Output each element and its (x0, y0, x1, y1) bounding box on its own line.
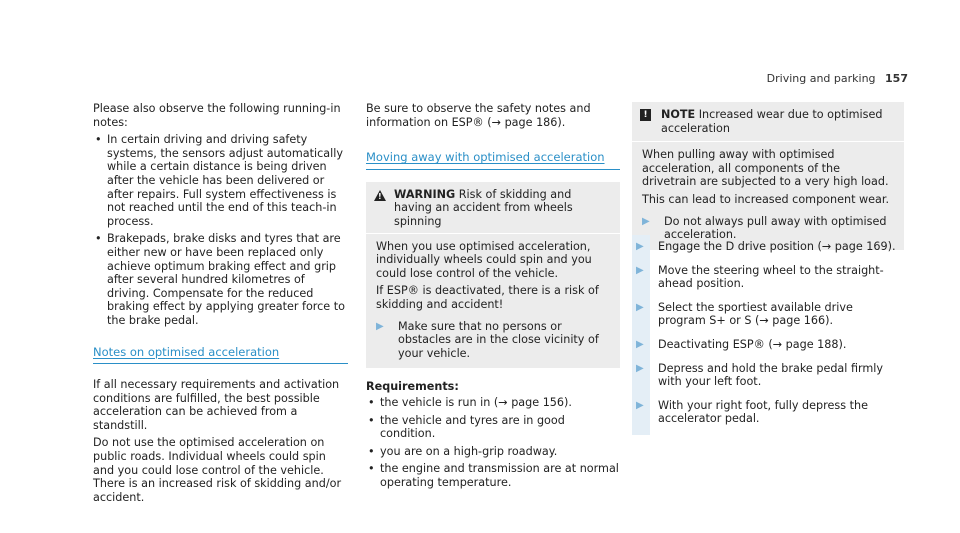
step-text: Deactivating ESP® (→ page 188). (658, 337, 847, 351)
step-text: With your right foot, fully depress the accelerator pedal. (658, 398, 868, 426)
step-item (632, 240, 904, 254)
esp-intro: Be sure to observe the safety notes and information on ESP® (→ page 186). (366, 102, 591, 129)
running-in-list (93, 133, 348, 327)
warning-box (366, 182, 620, 369)
note-box (632, 102, 904, 250)
list-item: • you are on a high-grip roadway. (380, 445, 620, 459)
arrow-icon: ▶ (636, 399, 644, 411)
header-title: Driving and parking (766, 72, 876, 85)
list-item: • the vehicle and tyres are in good condition. (380, 414, 620, 441)
warning-heading (394, 188, 612, 229)
moving-heading-block (366, 151, 620, 170)
warning-label: WARNING (394, 187, 456, 201)
arrow-icon: ▶ (636, 338, 644, 350)
requirements-heading: Requirements: (366, 380, 459, 394)
step-item (632, 362, 904, 389)
note-action-text: Do not always pull away with optimised acceleration. (664, 214, 887, 242)
warning-head (366, 182, 620, 234)
page-header (767, 72, 908, 86)
step-item (632, 301, 904, 328)
list-item: • the vehicle is run in (→ page 156). (380, 396, 620, 410)
arrow-icon: ▶ (636, 264, 644, 276)
list-item: • the engine and transmission are at normal operating temperature. (380, 462, 620, 489)
list-item: • In certain driving and driving safety systems, the sensors adjust automatically while a certain distance is being driven after the vehicle has been delivered or after repairs. Full system effectiveness is not reached until the end of this teach-in process. (107, 133, 348, 228)
note-text-2: This can lead to increased component wear. (642, 192, 890, 206)
list-item: • Brakepads, brake disks and tyres that are either new or have been replaced only achieve optimum braking effect and grip after several hundred kilometres of driving. Compensate for the reduced braking effect by applying greater force to the brake pedal. (107, 232, 348, 327)
arrow-icon: ▶ (636, 362, 644, 374)
step-item (632, 264, 904, 291)
notes-para-2: Do not use the optimised acceleration on public roads. Individual wheels could spin and you could lose control of the vehicle. There is an increased risk of skidding and/or accident. (93, 436, 342, 504)
column-3 (632, 102, 904, 250)
running-in-intro: Please also observe the following running-in notes: (93, 102, 341, 129)
note-label: NOTE (661, 108, 696, 121)
page-number: 157 (885, 72, 908, 85)
note-body (632, 142, 904, 250)
step-item (632, 399, 904, 426)
steps-list (632, 240, 904, 436)
step-text: Engage the D drive position (→ page 169). (658, 240, 896, 253)
moving-heading: Moving away with optimised acceleration (366, 150, 605, 165)
arrow-icon: ▶ (376, 320, 384, 332)
step-text: Select the sportiest available drive program S+ or S (→ page 166). (658, 300, 853, 328)
requirements-list (366, 396, 620, 490)
arrow-icon: ▶ (642, 215, 650, 227)
warning-text-2: If ESP® is deactivated, there is a risk of skidding and accident! (376, 284, 599, 311)
warning-action (376, 320, 610, 361)
warning-body (366, 234, 620, 369)
column-1 (93, 102, 348, 504)
arrow-icon: ▶ (636, 241, 644, 252)
notes-para-1: If all necessary requirements and activation conditions are fulfilled, the best possible acceleration can be achieved from a standstill. (93, 378, 340, 432)
step-text: Depress and hold the brake pedal firmly with your left foot. (658, 361, 884, 389)
note-text-1: When pulling away with optimised acceleration, all components of the drivetrain are subjected to a very high load. (642, 148, 889, 189)
note-action (642, 215, 894, 242)
warning-action-text: Make sure that no persons or obstacles are in the close vicinity of your vehicle. (398, 319, 599, 360)
column-2 (366, 102, 620, 489)
notes-heading-block (93, 346, 348, 365)
step-text: Move the steering wheel to the straight-ahead position. (658, 263, 884, 291)
note-heading (661, 108, 896, 135)
warning-text-1: When you use optimised acceleration, individually wheels could spin and you could lose control of the vehicle. (376, 239, 592, 280)
step-item (632, 338, 904, 352)
warning-triangle-icon: ! (374, 190, 386, 201)
warning-title: Risk of skidding and having an accident from wheels spinning (394, 187, 573, 228)
arrow-icon: ▶ (636, 301, 644, 313)
note-title: Increased wear due to optimised acceleration (661, 108, 883, 135)
notes-heading: Notes on optimised acceleration (93, 344, 280, 359)
note-head (632, 102, 904, 142)
exclamation-icon: ! (640, 109, 651, 121)
